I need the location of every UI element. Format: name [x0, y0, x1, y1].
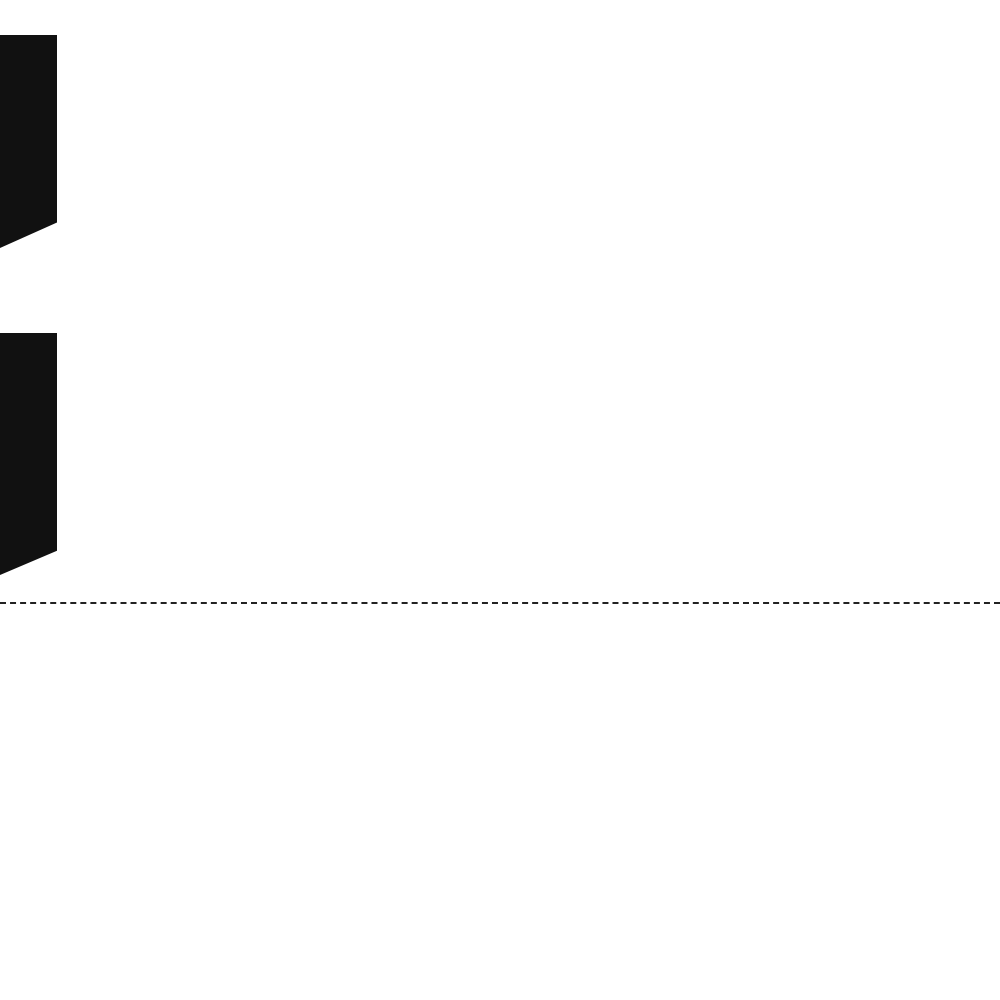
section-tab-freestanding-tables — [0, 333, 57, 575]
section-tab-meeting-tables — [0, 35, 57, 248]
section-divider — [0, 602, 1000, 604]
